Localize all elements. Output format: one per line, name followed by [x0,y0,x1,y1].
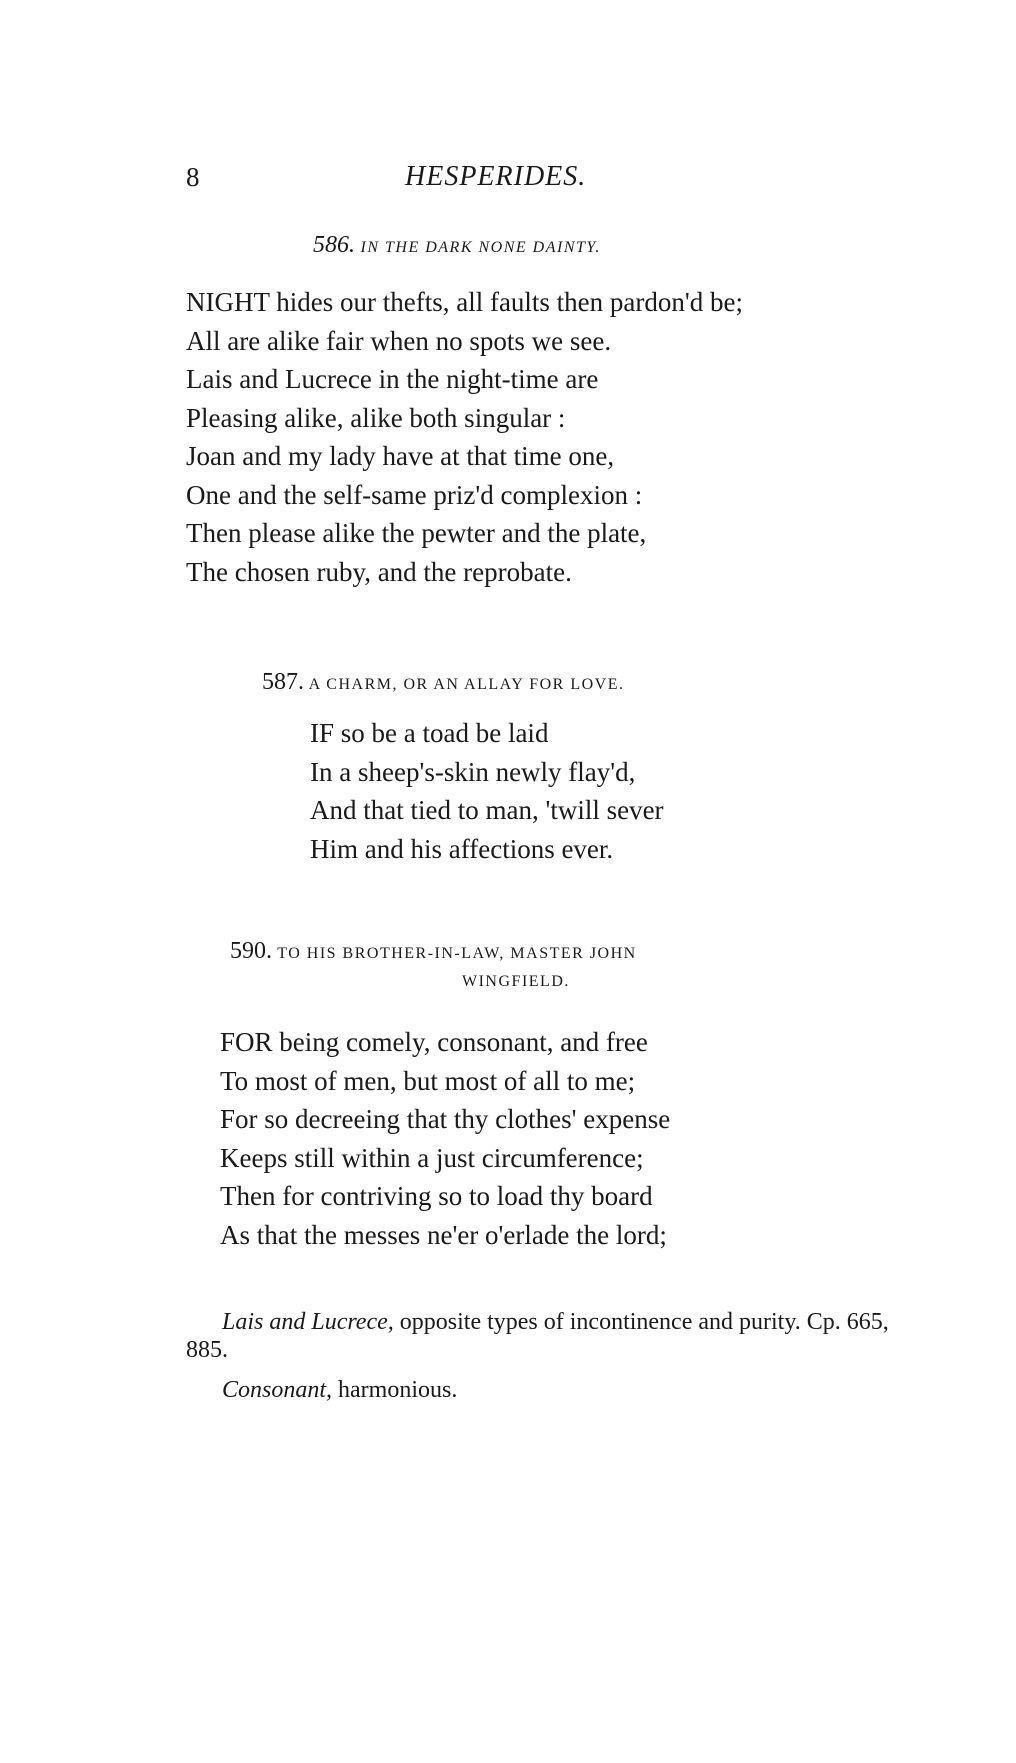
page-number: 8 [186,162,200,192]
poem-title-text: TO HIS BROTHER-IN-LAW, MASTER JOHN [277,945,637,962]
verse-line: For so decreeing that thy clothes' expense [220,1104,671,1134]
verse-line: NIGHT hides our thefts, all faults then pardon'd be; [186,287,743,317]
verse-line: In a sheep's-skin newly flay'd, [310,756,636,787]
verse-line: FOR being comely, consonant, and free [220,1027,648,1057]
poem-title-text: IN THE DARK NONE DAINTY. [360,239,601,256]
footnotes [186,1308,916,1416]
poem-590-body [220,1023,670,1254]
footnote-term: Consonant, [222,1377,333,1403]
verse-line: One and the self-same priz'd complexion : [186,479,643,510]
footnote [186,1376,916,1404]
running-head: HESPERIDES. [405,161,587,192]
footnote-text: harmonious. [332,1377,458,1403]
verse-line: All are alike fair when no spots we see. [186,325,612,356]
footnote-term: Lais and Lucrece, [222,1309,394,1335]
poem-title-text: A CHARM, OR AN ALLAY FOR LOVE. [308,676,625,693]
footnote [186,1308,916,1364]
verse-line: The chosen ruby, and the reprobate. [186,556,572,587]
poem-title-590 [230,936,637,969]
poem-587-body [310,714,664,868]
verse-line: Lais and Lucrece in the night-time are [186,364,599,394]
poem-title-586 [313,230,601,263]
poem-number: 586. [313,232,355,258]
verse-line: As that the messes ne'er o'erlade the lord; [220,1219,667,1250]
poem-title-590-continued: WINGFIELD. [462,973,570,990]
verse-line: To most of men, but most of all to me; [220,1065,636,1096]
footnote-text: opposite types of incontinence and purity. Cp. 665, 885. [186,1309,889,1363]
verse-line: Joan and my lady have at that time one, [186,441,615,471]
poem-number: 590. [230,938,272,964]
verse-line: Him and his affections ever. [310,833,614,864]
verse-line: Keeps still within a just circumference; [220,1142,644,1173]
verse-line: IF so be a toad be laid [310,718,549,748]
poem-title-587 [262,667,624,700]
verse-line: Pleasing alike, alike both singular : [186,402,566,433]
verse-line: Then please alike the pewter and the plate, [186,518,647,548]
verse-line: Then for contriving so to load thy board [220,1181,653,1211]
poem-number: 587. [262,669,304,695]
poem-586-body [186,283,743,591]
verse-line: And that tied to man, 'twill sever [310,795,664,825]
